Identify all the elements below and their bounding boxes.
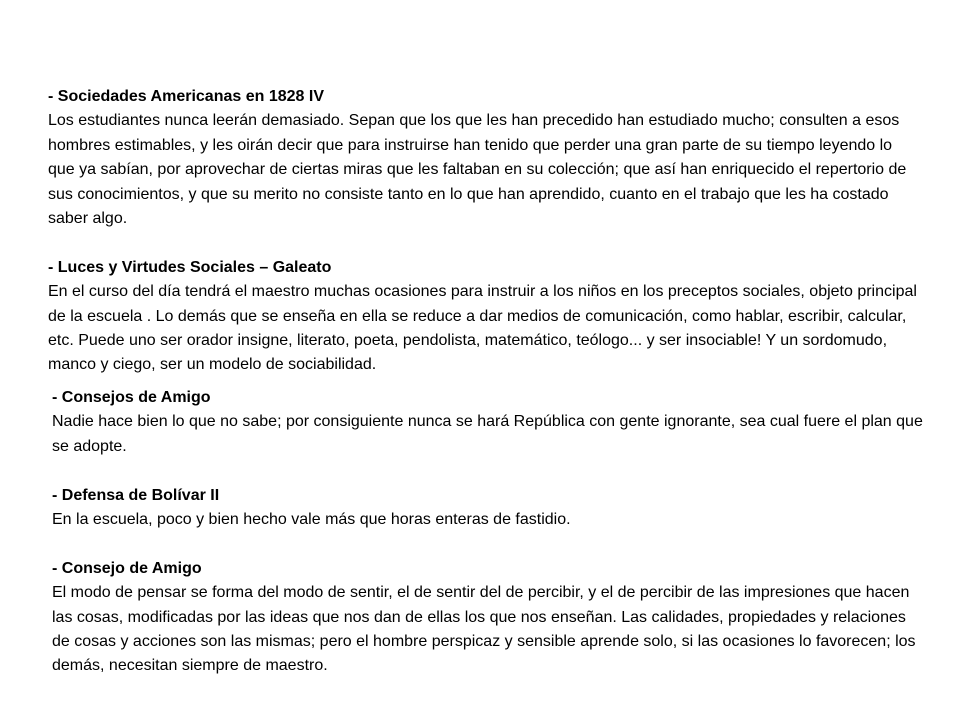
bottom-quotes-block (52, 386, 924, 679)
quote-body: En la escuela, poco y bien hecho vale más que horas enteras de fastidio. (52, 511, 571, 529)
quote-title: - Defensa de Bolívar II (52, 486, 220, 504)
quote-title: - Consejo de Amigo (52, 559, 202, 577)
quote-body: Nadie hace bien lo que no sabe; por consiguiente nunca se hará República con gente ignorante, sea cual fuere el plan que se adopte. (52, 413, 923, 455)
quote-title: - Sociedades Americanas en 1828 IV (48, 88, 324, 105)
quote-body: En el curso del día tendrá el maestro muchas ocasiones para instruir a los niños en los preceptos sociales, objeto principal de la escuela . Lo demás que se enseña en ella se reduce a dar medios de comunicación, como hablar, escribir, calcular, etc. Puede uno ser orador insigne, literato, poeta, pendolista, matemático, teólogo... y ser insociable! Y un sordomudo, manco y ciego, ser un modelo de sociabilidad. (48, 283, 917, 374)
top-quotes-block (48, 85, 918, 378)
quote-defensa-bolivar (52, 484, 924, 533)
quote-sociedades-americanas (48, 85, 918, 231)
quote-title: - Luces y Virtudes Sociales – Galeato (48, 258, 332, 276)
quote-consejo-de-amigo (52, 557, 924, 679)
quote-body: El modo de pensar se forma del modo de sentir, el de sentir del de percibir, y el de percibir de las impresiones que hacen las cosas, modificadas por las ideas que nos dan de ellas los que nos enseñan. Las calidades, propiedades y relaciones de cosas y acciones son las mismas; pero el hombre perspicaz y sensible aprende solo, si las ocasiones lo favorecen; los demás, necesitan siempre de maestro. (52, 584, 916, 675)
quote-consejos-de-amigo (52, 386, 924, 459)
quote-title: - Consejos de Amigo (52, 389, 211, 406)
quote-luces-virtudes (48, 256, 918, 378)
quote-body: Los estudiantes nunca leerán demasiado. Sepan que los que les han precedido han estudiado mucho; consulten a esos hombres estimables, y les oirán decir que para instruirse han tenido que perder una gran parte de su tiempo leyendo lo que ya sabían, por aprovechar de ciertas miras que les faltaban en su colección; que así han enriquecido el repertorio de sus conocimientos, y que su merito no consiste tanto en lo que han aprendido, cuanto en el trabajo que les ha costado saber algo. (48, 112, 907, 228)
